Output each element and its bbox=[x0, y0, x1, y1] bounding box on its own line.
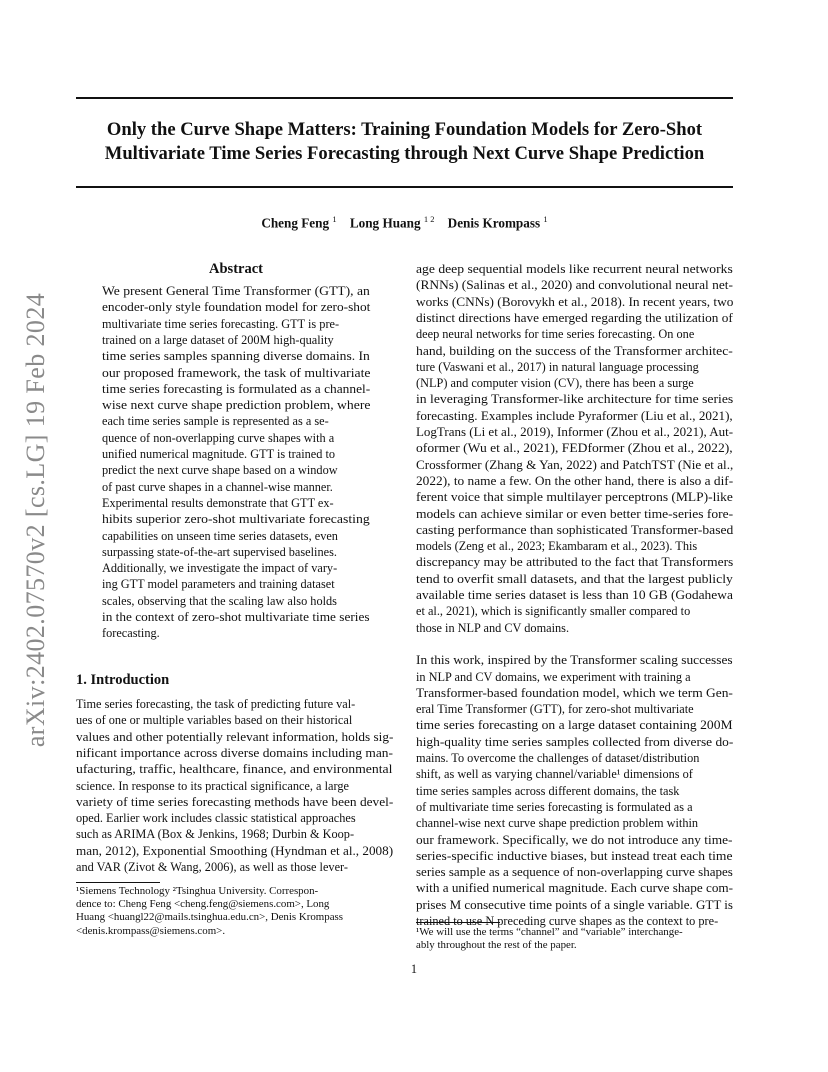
text-line: In this work, inspired by the Transformer scaling successes bbox=[416, 653, 733, 668]
text-line: ues of one or multiple variables based on their historical bbox=[76, 713, 353, 728]
text-line: available time series dataset is less than 10 GB (Godahewa bbox=[416, 588, 733, 602]
abstract-heading: Abstract bbox=[209, 261, 263, 277]
title-line: Multivariate Time Series Forecasting through Next Curve Shape Prediction bbox=[104, 143, 705, 164]
text-line: those in NLP and CV domains. bbox=[416, 620, 570, 635]
text-line: in NLP and CV domains, we experiment with training a bbox=[416, 669, 691, 684]
text-line: ¹We will use the terms “channel” and “variable” interchange- bbox=[416, 926, 683, 938]
title-bottom-rule bbox=[76, 186, 733, 188]
text-line: eral Time Transformer (GTT), for zero-shot multivariate bbox=[416, 702, 694, 717]
text-line: oformer (Wu et al., 2021), FEDformer (Zhou et al., 2022), bbox=[416, 441, 733, 456]
text-line: wise next curve shape prediction problem, where bbox=[102, 398, 371, 413]
text-line: Huang <huangl22@mails.tsinghua.edu.cn>, Denis Krompass bbox=[76, 911, 344, 924]
text-line: of multivariate time series forecasting is formulated as a bbox=[416, 799, 693, 814]
text-line: forecasting. bbox=[102, 626, 160, 641]
text-line: series-specific inductive biases, but instead treat each time bbox=[416, 848, 733, 863]
text-line: models can achieve similar or even better time-series fore- bbox=[416, 506, 734, 521]
text-line: and VAR (Zivot & Wang, 2006), as well as those lever- bbox=[76, 860, 348, 874]
text-line: trained to use N preceding curve shapes as the context to pre- bbox=[416, 914, 719, 928]
text-line: predict the next curve shape based on a window bbox=[102, 463, 338, 478]
text-line: (RNNs) (Salinas et al., 2020) and convolutional neural net- bbox=[416, 278, 733, 293]
text-line: forecasting. Examples include Pyraformer (Liu et al., 2021), bbox=[416, 408, 733, 423]
text-line: Crossformer (Zhang & Yan, 2022) and PatchTST (Nie et al., bbox=[416, 457, 734, 472]
arxiv-identifier: arXiv:2402.07570v2 [cs.LG] 19 Feb 2024 bbox=[21, 292, 50, 748]
text-line: ture (Vaswani et al., 2017) in natural language processing bbox=[416, 359, 699, 374]
text-line: science. In response to its practical significance, a large bbox=[76, 778, 349, 793]
author-name: Cheng Feng bbox=[261, 215, 330, 231]
text-line: high-quality time series samples collected from diverse do- bbox=[416, 734, 734, 749]
text-line: ing GTT model parameters and training dataset bbox=[102, 577, 335, 592]
text-line: shift, as well as varying channel/variable¹ dimensions of bbox=[416, 767, 693, 782]
text-line: capabilities on unseen time series datasets, even bbox=[102, 528, 338, 543]
author-name: Denis Krompass bbox=[447, 215, 541, 231]
text-line: We present General Time Transformer (GTT), an bbox=[102, 284, 370, 298]
text-line: encoder-only style foundation model for zero-shot bbox=[102, 300, 371, 315]
text-line: each time series sample is represented as a se- bbox=[102, 414, 329, 429]
text-line: Additionally, we investigate the impact of vary- bbox=[102, 561, 338, 576]
text-line: with a unified numerical magnitude. Each curve shape com- bbox=[416, 881, 734, 896]
text-line: time series samples spanning diverse domains. In bbox=[102, 349, 370, 364]
text-line: variety of time series forecasting methods have been devel- bbox=[76, 794, 394, 809]
text-line: ferent voice that simple multilayer perceptrons (MLP)-like bbox=[416, 490, 733, 505]
text-line: of past curve shapes in a channel-wise manner. bbox=[102, 479, 333, 494]
title-line: Only the Curve Shape Matters: Training Foundation Models for Zero-Shot bbox=[106, 119, 703, 140]
text-line: time series forecasting on a large dataset containing 200M bbox=[416, 718, 733, 733]
author-affiliation: 1 bbox=[543, 214, 548, 224]
text-line: values and other potentially relevant information, holds sig- bbox=[76, 729, 394, 744]
text-line: channel-wise next curve shape prediction problem within bbox=[416, 816, 699, 831]
text-line: series sample as a sequence of non-overlapping curve shapes bbox=[416, 865, 733, 880]
text-line: ufacturing, traffic, healthcare, finance, and environmental bbox=[76, 762, 393, 777]
text-line: multivariate time series forecasting. GTT is pre- bbox=[102, 316, 340, 331]
text-line: Experimental results demonstrate that GTT ex- bbox=[102, 495, 334, 510]
text-line: trained on a large dataset of 200M high-quality bbox=[102, 332, 334, 347]
paper-title bbox=[76, 118, 733, 166]
text-line: works (CNNs) (Borovykh et al., 2018). In recent years, two bbox=[416, 294, 734, 309]
text-line: man, 2012), Exponential Smoothing (Hyndman et al., 2008) bbox=[76, 843, 394, 858]
text-line: discrepancy may be attributed to the fact that Transformers bbox=[416, 555, 734, 570]
text-line: oped. Earlier work includes classic statistical approaches bbox=[76, 811, 356, 826]
text-line: dence to: Cheng Feng <cheng.feng@siemens.com>, Long bbox=[76, 898, 330, 911]
author-name: Long Huang bbox=[349, 215, 421, 231]
text-line: models (Zeng et al., 2023; Ekambaram et al., 2023). This bbox=[416, 539, 698, 554]
text-line: age deep sequential models like recurrent neural networks bbox=[416, 262, 733, 276]
text-line: prises M consecutive time points of a single variable. GTT is bbox=[416, 897, 733, 912]
text-line: ¹Siemens Technology ²Tsinghua University. Correspon- bbox=[76, 885, 319, 897]
page-number: 1 bbox=[410, 962, 418, 976]
text-line: mains. To overcome the challenges of dataset/distribution bbox=[416, 751, 700, 765]
text-line: Transformer-based foundation model, which we term Gen- bbox=[416, 685, 733, 700]
text-line: time series forecasting is formulated as a channel- bbox=[102, 381, 371, 396]
text-line: et al., 2021), which is significantly smaller compared to bbox=[416, 604, 691, 619]
section-heading-introduction: 1. Introduction bbox=[76, 672, 170, 688]
text-line: our framework. Specifically, we do not introduce any time- bbox=[416, 832, 733, 847]
text-line: LogTrans (Li et al., 2019), Informer (Zhou et al., 2021), Aut- bbox=[416, 425, 734, 439]
text-line: tend to overfit small datasets, and that the largest publicly bbox=[416, 571, 733, 586]
text-line: unified numerical magnitude. GTT is trained to bbox=[102, 447, 336, 461]
text-line: (NLP) and computer vision (CV), there has been a surge bbox=[416, 376, 694, 391]
text-line: nificant importance across diverse domains including man- bbox=[76, 745, 393, 760]
text-line: surpassing state-of-the-art supervised baselines. bbox=[102, 544, 337, 559]
text-line: in leveraging Transformer-like architecture for time series bbox=[416, 392, 734, 407]
text-line: our proposed framework, the task of multivariate bbox=[102, 365, 371, 380]
footnote-rule bbox=[76, 882, 160, 883]
text-line: such as ARIMA (Box & Jenkins, 1968; Durbin & Koop- bbox=[76, 827, 355, 842]
text-line: hibits superior zero-shot multivariate forecasting bbox=[102, 512, 370, 527]
author-affiliation: 1 bbox=[332, 214, 337, 224]
author-list bbox=[76, 214, 733, 231]
text-line: distinct directions have emerged regarding the utilization of bbox=[416, 310, 733, 325]
title-top-rule bbox=[76, 97, 733, 99]
text-line: casting performance than sophisticated Transformer-based bbox=[416, 522, 734, 537]
text-line: quence of non-overlapping curve shapes with a bbox=[102, 430, 335, 445]
text-line: in the context of zero-shot multivariate time series bbox=[102, 610, 370, 624]
text-line: deep neural networks for time series forecasting. On one bbox=[416, 327, 695, 342]
text-line: Time series forecasting, the task of predicting future val- bbox=[76, 697, 356, 711]
text-line: <denis.krompass@siemens.com>. bbox=[76, 924, 226, 937]
text-line: hand, building on the success of the Transformer architec- bbox=[416, 343, 733, 358]
text-line: time series samples across different domains, the task bbox=[416, 783, 680, 798]
text-line: 2022), to name a few. On the other hand, there is also a dif- bbox=[416, 473, 734, 488]
footnote-rule bbox=[416, 922, 500, 923]
text-line: scales, observing that the scaling law also holds bbox=[102, 593, 337, 608]
author-affiliation: 1 2 bbox=[423, 214, 435, 224]
text-line: ably throughout the rest of the paper. bbox=[416, 939, 577, 952]
